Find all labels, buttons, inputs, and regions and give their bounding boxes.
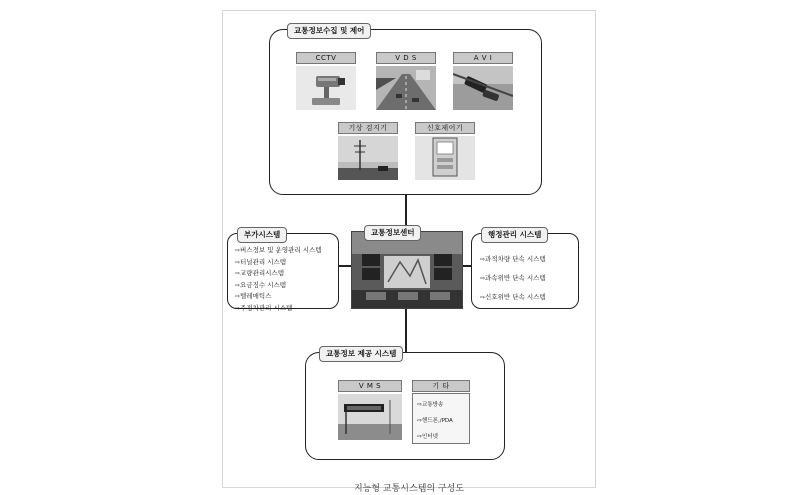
list-item: ⇨ 주정차관리 시스템 bbox=[235, 303, 322, 315]
cctv-camera-icon bbox=[296, 66, 356, 110]
device-tile-signal bbox=[415, 122, 475, 180]
aux-box bbox=[227, 233, 339, 312]
other-label: 기 타 bbox=[412, 380, 470, 392]
aux-list bbox=[235, 245, 322, 314]
list-item: ⇨ 요금징수 시스템 bbox=[235, 280, 322, 292]
vms-sign-icon bbox=[338, 394, 402, 440]
provision-box bbox=[305, 352, 505, 460]
list-item: ⇨ 신호위반 단속 시스템 bbox=[480, 288, 546, 307]
vms-tile bbox=[338, 380, 402, 440]
list-item: ⇨ 텔레매틱스 bbox=[235, 291, 322, 303]
device-label: V D S bbox=[376, 52, 436, 64]
collection-box bbox=[269, 29, 542, 195]
list-item: ⇨ 교량관리시스템 bbox=[235, 268, 322, 280]
connector-bottom bbox=[405, 306, 407, 352]
device-tile-avi bbox=[453, 52, 513, 110]
device-label: 기상 검지기 bbox=[338, 122, 398, 134]
figure-caption: 지능형 교통시스템의 구성도 bbox=[353, 484, 465, 494]
diagram-page bbox=[222, 10, 596, 494]
collection-title: 교통정보수집 및 제어 bbox=[287, 23, 371, 39]
signal-controller-icon bbox=[415, 136, 475, 180]
other-tile bbox=[412, 380, 470, 444]
list-item: ⇨ 핸드폰,/PDA bbox=[417, 413, 453, 429]
highway-detector-icon bbox=[376, 66, 436, 110]
weather-detector-icon bbox=[338, 136, 398, 180]
device-label: 신호제어기 bbox=[415, 122, 475, 134]
other-list bbox=[417, 397, 453, 445]
admin-list bbox=[480, 250, 546, 307]
device-label: CCTV bbox=[296, 52, 356, 64]
center-title: 교통정보센터 bbox=[364, 225, 421, 241]
aux-title: 부가시스템 bbox=[237, 227, 287, 243]
admin-box bbox=[471, 233, 579, 309]
list-item: ⇨ 인터넷 bbox=[417, 429, 453, 445]
list-item: ⇨ 교통방송 bbox=[417, 397, 453, 413]
device-tile-vds bbox=[376, 52, 436, 110]
provision-title: 교통정보 제공 시스템 bbox=[319, 346, 403, 362]
device-tile-weather bbox=[338, 122, 398, 180]
avi-camera-icon bbox=[453, 66, 513, 110]
admin-title: 행정관리 시스템 bbox=[481, 227, 548, 243]
list-item: ⇨ 과속위반 단속 시스템 bbox=[480, 269, 546, 288]
list-item: ⇨ 버스정보 및 운영관리 시스템 bbox=[235, 245, 322, 257]
list-item: ⇨ 과적차량 단속 시스템 bbox=[480, 250, 546, 269]
device-tile-cctv bbox=[296, 52, 356, 110]
control-room-photo bbox=[351, 231, 463, 309]
list-item: ⇨ 터널관리 시스템 bbox=[235, 257, 322, 269]
vms-label: V M S bbox=[338, 380, 402, 392]
device-label: A V I bbox=[453, 52, 513, 64]
